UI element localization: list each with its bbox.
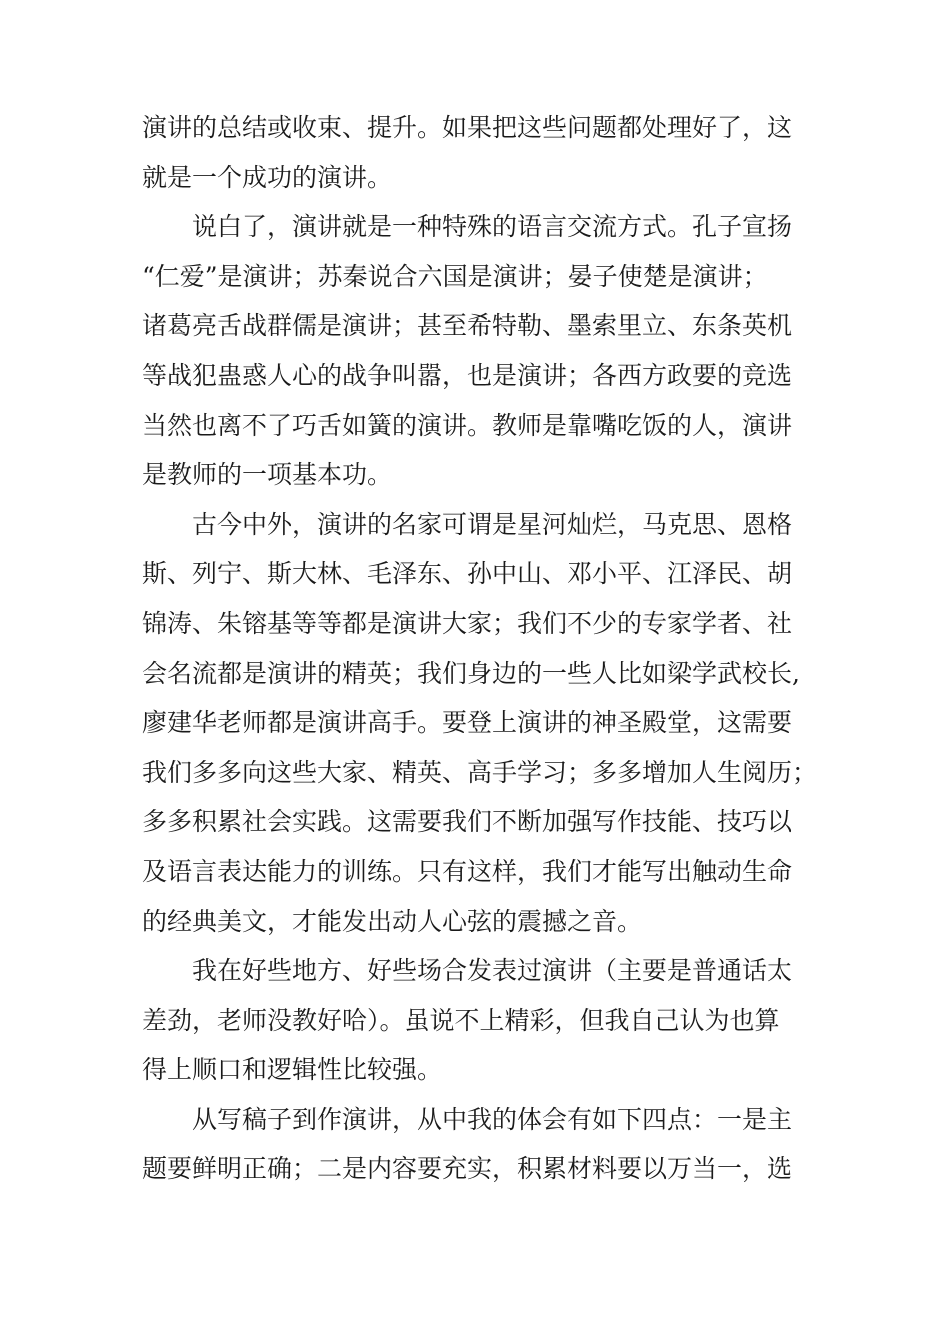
text-line: 及语言表达能力的训练。只有这样，我们才能写出触动生命	[142, 856, 793, 886]
text-line: 我在好些地方、好些场合发表过演讲（主要是普通话太	[192, 956, 793, 986]
paragraph	[142, 946, 822, 1095]
text-line: 等战犯蛊惑人心的战争叫嚣，也是演讲；各西方政要的竞选	[142, 360, 793, 390]
text-line: 从写稿子到作演讲，从中我的体会有如下四点：一是主	[192, 1104, 793, 1134]
text-line: 会名流都是演讲的精英；我们身边的一些人比如梁学武校长,	[142, 658, 800, 688]
text-line: 得上顺口和逻辑性比较强。	[142, 1055, 443, 1085]
text-line: 是教师的一项基本功。	[142, 460, 393, 490]
text-line: 当然也离不了巧舌如簧的演讲。教师是靠嘴吃饭的人，演讲	[142, 410, 793, 440]
paragraph	[142, 500, 822, 946]
text-line: 说白了，演讲就是一种特殊的语言交流方式。孔子宣扬	[192, 212, 793, 242]
text-line: 题要鲜明正确；二是内容要充实，积累材料要以万当一，选	[142, 1154, 793, 1184]
text-line: 就是一个成功的演讲。	[142, 162, 393, 192]
text-line: 差劲，老师没教好哈）。虽说不上精彩，但我自己认为也算	[142, 1005, 780, 1035]
text-line: 诸葛亮舌战群儒是演讲；甚至希特勒、墨索里立、东条英机	[142, 311, 793, 341]
paragraph	[142, 103, 822, 202]
text-line: 演讲的总结或收束、提升。如果把这些问题都处理好了，这	[142, 113, 793, 142]
text-line: 锦涛、朱镕基等等都是演讲大家；我们不少的专家学者、社	[142, 608, 793, 638]
text-line: 斯、列宁、斯大林、毛泽东、孙中山、邓小平、江泽民、胡	[142, 559, 793, 589]
text-line: 廖建华老师都是演讲高手。要登上演讲的神圣殿堂，这需要	[142, 708, 793, 738]
paragraph	[142, 202, 822, 500]
paragraph	[142, 1095, 822, 1194]
text-line: 古今中外，演讲的名家可谓是星河灿烂，马克思、恩格	[192, 509, 793, 539]
text-line: “仁爱”是演讲；苏秦说合六国是演讲；晏子使楚是演讲；	[142, 261, 768, 291]
text-line: 我们多多向这些大家、精英、高手学习；多多增加人生阅历；	[142, 757, 818, 787]
document-body	[142, 103, 822, 1194]
text-line: 的经典美文，才能发出动人心弦的震撼之音。	[142, 906, 643, 936]
text-line: 多多积累社会实践。这需要我们不断加强写作技能、技巧以	[142, 807, 793, 837]
